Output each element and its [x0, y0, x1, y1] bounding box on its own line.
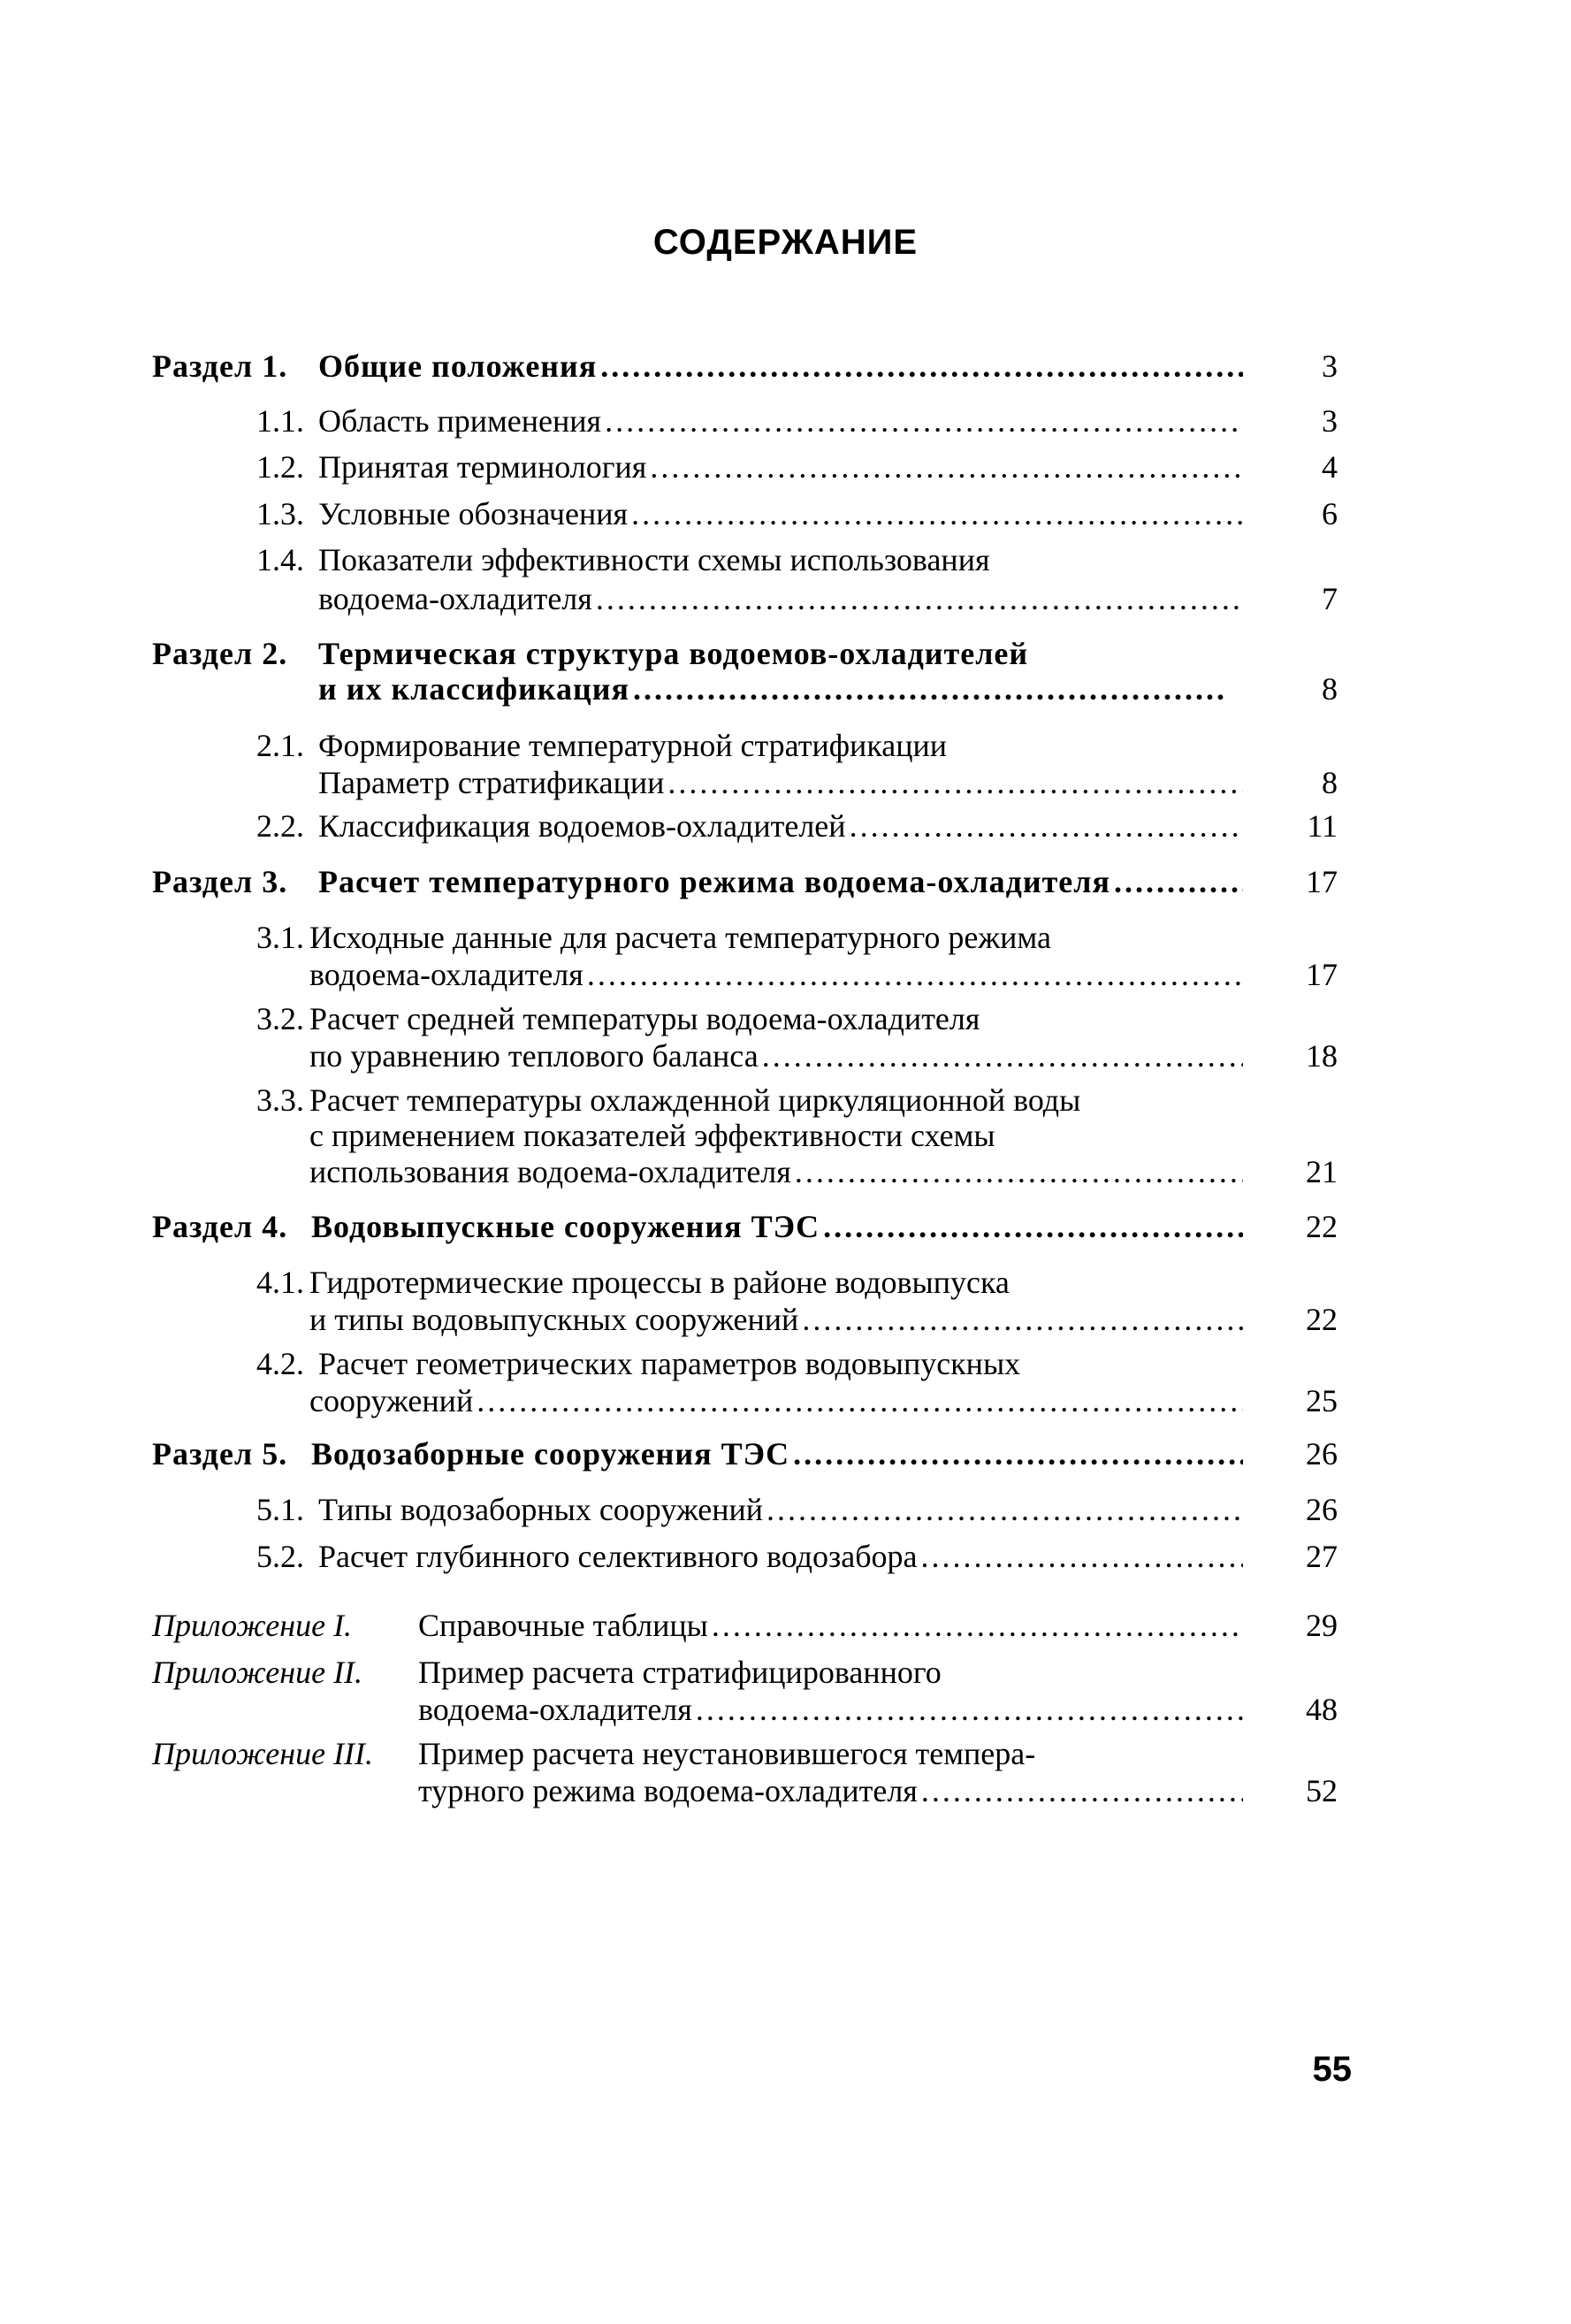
item-title-line2: Параметр стратификации .....: [318, 764, 1247, 801]
page-ref: 29: [1306, 1608, 1338, 1643]
item-title-line2: водоема-охладителя .....: [309, 956, 1247, 993]
page-ref: 6: [1322, 496, 1338, 531]
item-title-line3: использования водоема-охладителя .....: [309, 1153, 1247, 1190]
item-title-line2: сооружений .....: [309, 1382, 1247, 1419]
item-title: Расчет глубинного селективного водозабора .....: [318, 1538, 1247, 1575]
section-label: Раздел 2.: [152, 636, 288, 671]
appendix-title-line1: Пример расчета неустановившегося темпера-: [418, 1736, 1036, 1771]
page-ref: 3: [1322, 348, 1338, 384]
item-number: 4.2.: [256, 1346, 304, 1381]
page-ref: 4: [1322, 449, 1338, 485]
page-ref: 7: [1322, 581, 1338, 616]
item-title: Типы водозаборных сооружений .....: [318, 1491, 1247, 1528]
item-title: Классификация водоемов-охладителей .....: [318, 807, 1247, 845]
item-title: Принятая терминология .....: [318, 448, 1247, 485]
page-ref: 21: [1306, 1154, 1338, 1189]
page-title: СОДЕРЖАНИЕ: [652, 223, 919, 262]
item-title: Условные обозначения .....: [318, 495, 1247, 532]
section-title: Общие положения .....: [318, 348, 1247, 385]
section-title-line2: и их классификация .....: [318, 670, 1229, 707]
section-title: Водозаборные сооружения ТЭС .....: [311, 1435, 1247, 1472]
appendix-label: Приложение II.: [152, 1655, 363, 1690]
item-number: 3.2.: [256, 1001, 304, 1036]
page-ref: 18: [1306, 1038, 1338, 1074]
page-ref: 27: [1306, 1539, 1338, 1574]
page-ref: 3: [1322, 403, 1338, 439]
item-title-line1: Расчет геометрических параметров водовыпускных: [318, 1346, 1021, 1381]
page-ref: 11: [1307, 808, 1338, 844]
item-title-line2: с применением показателей эффективности схемы: [309, 1118, 995, 1153]
section-title-line1: Термическая структура водоемов-охладителей: [318, 636, 1029, 671]
section-label: Раздел 4.: [152, 1209, 288, 1244]
item-number: 4.1.: [256, 1265, 304, 1300]
page-ref: 26: [1306, 1436, 1338, 1472]
item-title-line2: водоема-охладителя .....: [318, 580, 1247, 617]
item-number: 2.2.: [256, 808, 304, 844]
page-ref: 26: [1306, 1492, 1338, 1527]
item-number: 5.1.: [256, 1492, 304, 1527]
item-title-line1: Показатели эффективности схемы использования: [318, 542, 990, 577]
item-number: 1.4.: [256, 542, 304, 577]
page-ref: 17: [1306, 957, 1338, 992]
section-title: Расчет температурного режима водоема-охладителя .....: [318, 863, 1247, 900]
appendix-title-line1: Пример расчета стратифицированного: [418, 1655, 942, 1690]
section-label: Раздел 5.: [152, 1436, 288, 1472]
item-number: 1.3.: [256, 496, 304, 531]
item-title-line2: по уравнению теплового баланса .....: [309, 1037, 1247, 1074]
page-ref: 25: [1306, 1383, 1338, 1418]
page-ref: 17: [1306, 864, 1338, 899]
item-number: 1.1.: [256, 403, 304, 439]
appendix-title-line2: турного режима водоема-охладителя .....: [418, 1772, 1247, 1809]
item-number: 5.2.: [256, 1539, 304, 1574]
appendix-label: Приложение III.: [152, 1736, 374, 1771]
page-ref: 52: [1306, 1773, 1338, 1808]
page-ref: 22: [1306, 1209, 1338, 1244]
item-number: 3.3.: [256, 1082, 304, 1118]
item-title-line1: Исходные данные для расчета температурного режима: [309, 920, 1051, 955]
item-title-line2: и типы водовыпускных сооружений .....: [309, 1301, 1247, 1338]
item-title-line1: Формирование температурной стратификации: [318, 728, 948, 763]
appendix-title: Справочные таблицы .....: [418, 1607, 1247, 1644]
item-number: 2.1.: [256, 728, 304, 763]
section-title: Водовыпускные сооружения ТЭС .....: [311, 1208, 1247, 1245]
section-label: Раздел 1.: [152, 348, 288, 384]
appendix-label: Приложение I.: [152, 1608, 353, 1643]
item-title-line1: Расчет средней температуры водоема-охладителя: [309, 1001, 980, 1036]
page-ref: 8: [1322, 765, 1338, 800]
page-ref: 8: [1322, 671, 1338, 707]
item-title-line1: Гидротермические процессы в районе водовыпуска: [309, 1265, 1010, 1300]
item-title-line1: Расчет температуры охлажденной циркуляционной воды: [309, 1082, 1081, 1118]
appendix-title-line2: водоема-охладителя .....: [418, 1691, 1247, 1728]
page-number: 55: [1312, 2050, 1352, 2089]
item-number: 3.1.: [256, 920, 304, 955]
page-ref: 48: [1306, 1692, 1338, 1727]
page-ref: 22: [1306, 1302, 1338, 1337]
item-title: Область применения .....: [318, 402, 1247, 440]
section-label: Раздел 3.: [152, 864, 288, 899]
item-number: 1.2.: [256, 449, 304, 485]
